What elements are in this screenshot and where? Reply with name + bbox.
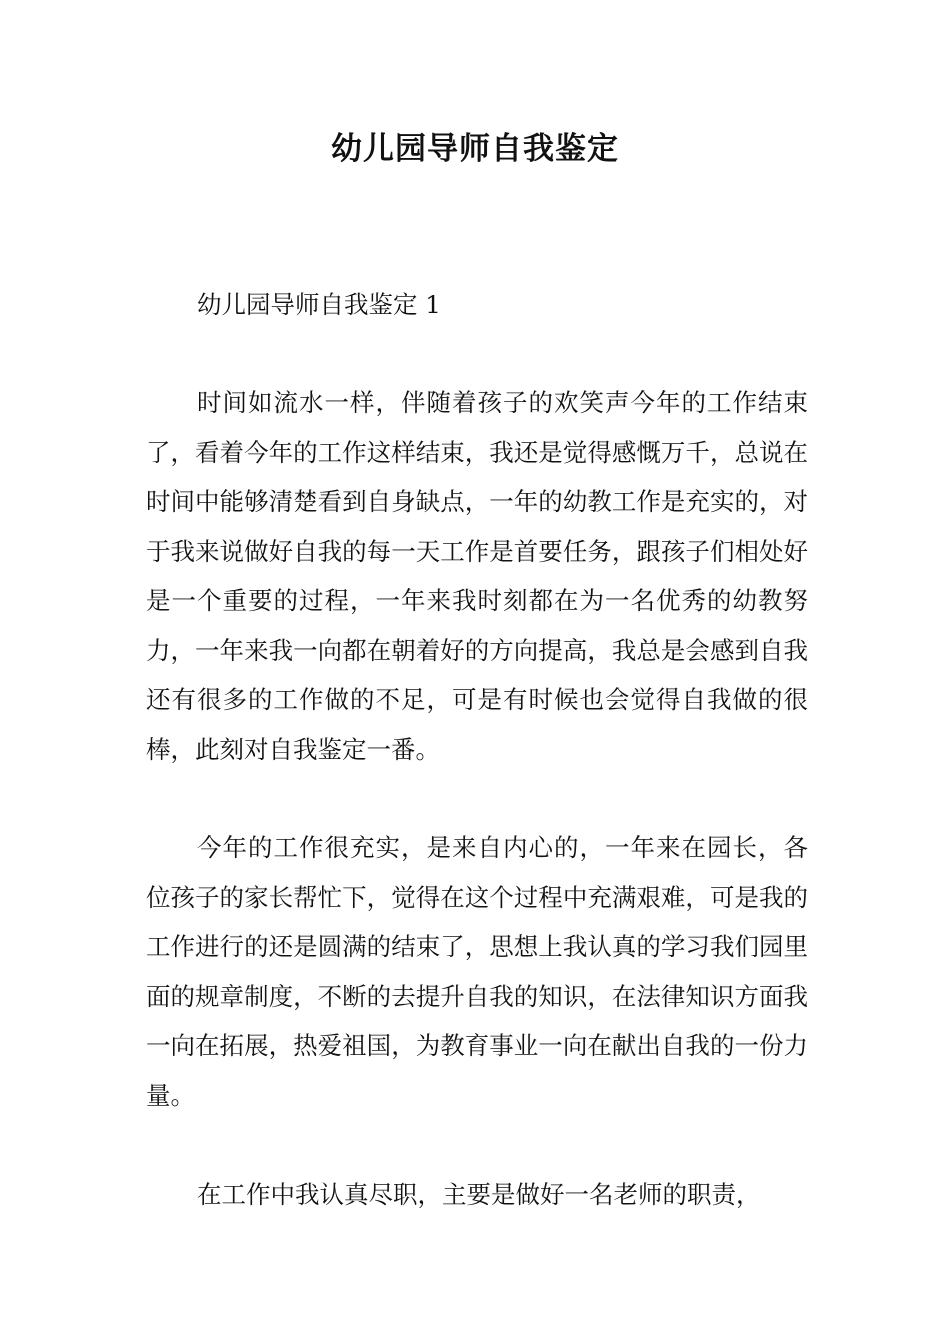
paragraph-3: 在工作中我认真尽职，主要是做好一名老师的职责， bbox=[197, 1180, 761, 1209]
section-heading: 幼儿园导师自我鉴定 1 bbox=[197, 290, 441, 319]
document-title: 幼儿园导师自我鉴定 bbox=[331, 131, 619, 167]
paragraph-2: 今年的工作很充实，是来自内心的，一年来在园长，各位孩子的家长帮忙下，觉得在这个过程中充满艰难，可是我的工作进行的还是圆满的结束了，思想上我认真的学习我们园里面的规章制度，不断的去提升自我的知识，在法律知识方面我一向在拓展，热爱祖国，为教育事业一向在献出自我的一份力量。 bbox=[146, 833, 808, 1110]
paragraph-1: 时间如流水一样，伴随着孩子的欢笑声今年的工作结束了，看着今年的工作这样结束，我还是觉得感慨万千，总说在时间中能够清楚看到自身缺点，一年的幼教工作是充实的，对于我来说做好自我的每一天工作是首要任务，跟孩子们相处好是一个重要的过程，一年来我时刻都在为一名优秀的幼教努力，一年来我一向都在朝着好的方向提高，我总是会感到自我还有很多的工作做的不足，可是有时候也会觉得自我做的很棒，此刻对自我鉴定一番。 bbox=[146, 388, 808, 764]
